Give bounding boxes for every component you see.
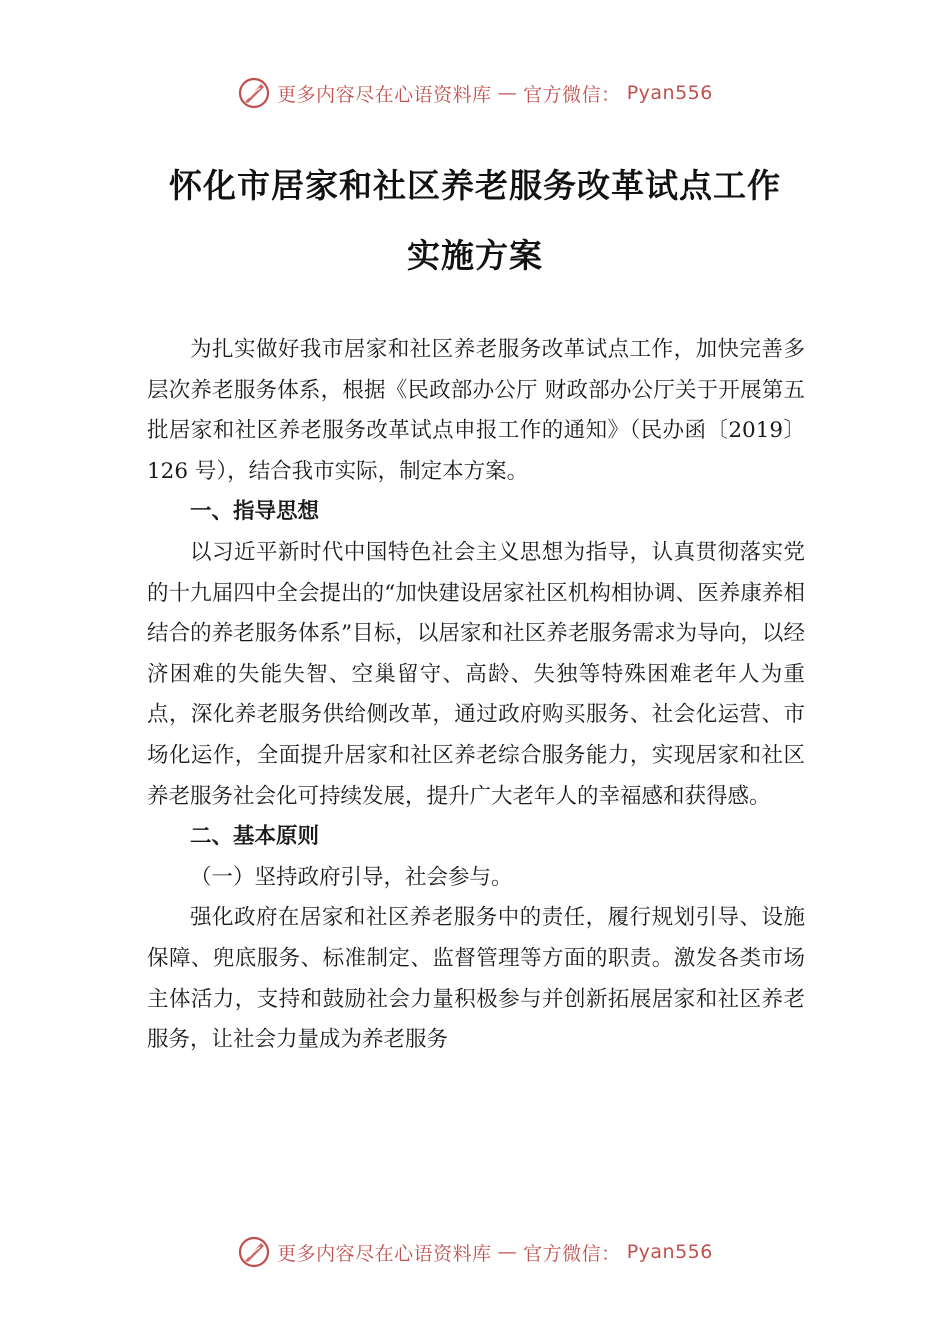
watermark-dash: — (497, 1241, 518, 1263)
guiding-ideology-paragraph: 以习近平新时代中国特色社会主义思想为指导，认真贯彻落实党的十九届四中全会提出的“加快建设居家社区机构相协调、医养康养相结合的养老服务体系”目标，以居家和社区养老服务需求为导向，以经济困难的失能失智、空巢留守、高龄、失独等特殊困难老年人为重点，深化养老服务供给侧改革，通过政府购买服务、社会化运营、市场化运作，全面提升居家和社区养老综合服务能力，实现居家和社区养老服务社会化可持续发展，提升广大老年人的幸福感和获得感。 (147, 539, 805, 809)
watermark-wechat-label: 官方微信： (523, 83, 621, 106)
section-heading-basic-principles: 二、基本原则 (190, 824, 320, 850)
government-guidance-paragraph: 强化政府在居家和社区养老服务中的责任，履行规划引导、设施保障、兜底服务、标准制定、监督管理等方面的职责。激发各类市场主体活力，支持和鼓励社会力量积极参与并创新拓展居家和社区养老服务，让社会力量成为养老服务 (147, 905, 805, 1053)
section-heading-guiding-ideology: 一、指导思想 (190, 499, 320, 525)
subsection-heading-government-guidance: （一）坚持政府引导，社会参与。 (190, 864, 513, 890)
watermark-footer (0, 1232, 950, 1272)
document-title-line2: 实施方案 (407, 236, 543, 275)
watermark-header (0, 73, 950, 113)
watermark-wechat-id: Pyan556 (626, 1241, 713, 1263)
quill-seal-icon (237, 1235, 271, 1269)
watermark-wechat-label: 官方微信： (523, 1242, 621, 1265)
watermark-text: 更多内容尽在心语资料库 (277, 1242, 492, 1265)
watermark-dash: — (497, 82, 518, 104)
watermark-text: 更多内容尽在心语资料库 (277, 83, 492, 106)
watermark-wechat-id: Pyan556 (626, 82, 713, 104)
quill-seal-icon (237, 76, 271, 110)
document-title-line1: 怀化市居家和社区养老服务改革试点工作 (169, 166, 781, 205)
intro-paragraph: 为扎实做好我市居家和社区养老服务改革试点工作，加快完善多层次养老服务体系，根据《民政部办公厅 财政部办公厅关于开展第五批居家和社区养老服务改革试点申报工作的通知》（民办函〔2019〕126 号），结合我市实际，制定本方案。 (147, 337, 805, 484)
document-body (147, 330, 805, 1061)
